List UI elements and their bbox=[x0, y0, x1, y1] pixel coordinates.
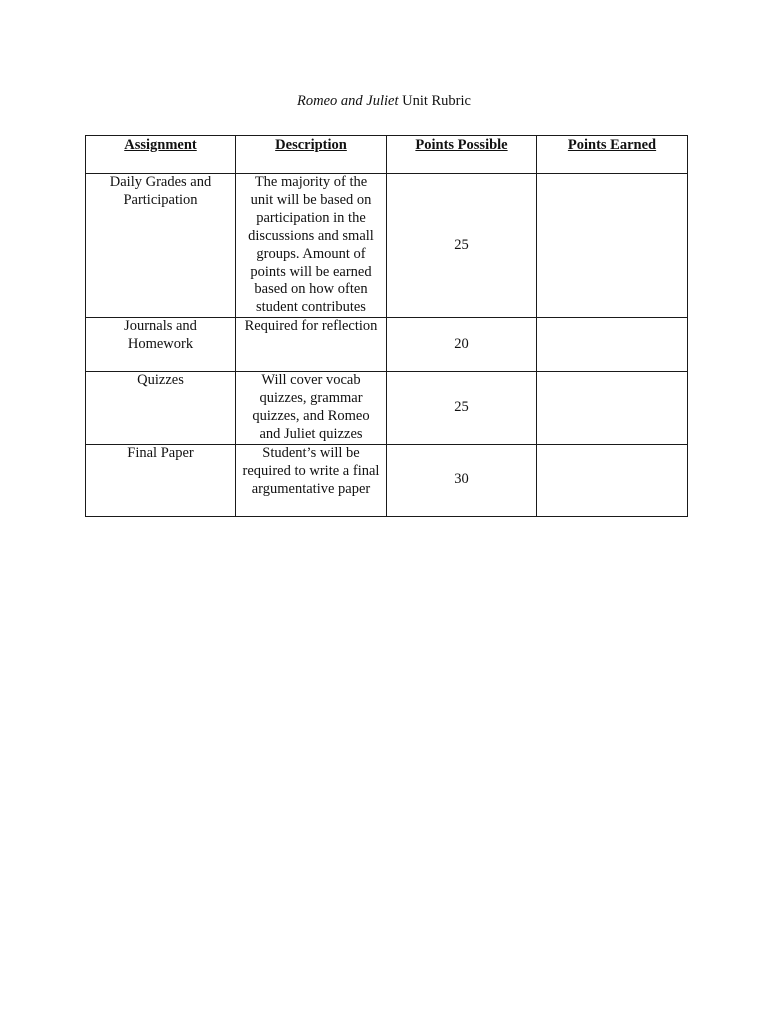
header-row bbox=[86, 136, 688, 174]
title-rest-part: Unit Rubric bbox=[398, 93, 471, 109]
points-possible-cell: 20 bbox=[387, 318, 537, 372]
points-earned-cell bbox=[537, 444, 688, 516]
assignment-cell: Final Paper bbox=[86, 444, 236, 516]
description-cell: Required for reflection bbox=[236, 318, 387, 372]
table-row bbox=[86, 318, 688, 372]
assignment-cell: Journals and Homework bbox=[86, 318, 236, 372]
assignment-cell: Daily Grades and Participation bbox=[86, 174, 236, 318]
points-earned-cell bbox=[537, 174, 688, 318]
points-earned-cell bbox=[537, 318, 688, 372]
table-row bbox=[86, 174, 688, 318]
title-italic-part: Romeo and Juliet bbox=[297, 93, 399, 109]
header-points-earned: Points Earned bbox=[537, 136, 688, 174]
description-cell: Will cover vocab quizzes, grammar quizzes, and Romeo and Juliet quizzes bbox=[236, 372, 387, 445]
points-possible-cell: 25 bbox=[387, 174, 537, 318]
points-earned-cell bbox=[537, 372, 688, 445]
rubric-table bbox=[85, 135, 688, 517]
table-row bbox=[86, 372, 688, 445]
description-cell: Student’s will be required to write a final argumentative paper bbox=[236, 444, 387, 516]
description-cell: The majority of the unit will be based on participation in the discussions and small groups. Amount of points will be earned based on how often student contributes bbox=[236, 174, 387, 318]
header-points-possible: Points Possible bbox=[387, 136, 537, 174]
points-possible-cell: 30 bbox=[387, 444, 537, 516]
table-row bbox=[86, 444, 688, 516]
points-possible-cell: 25 bbox=[387, 372, 537, 445]
assignment-cell: Quizzes bbox=[86, 372, 236, 445]
header-assignment: Assignment bbox=[86, 136, 236, 174]
page-title bbox=[0, 92, 768, 110]
header-description: Description bbox=[236, 136, 387, 174]
